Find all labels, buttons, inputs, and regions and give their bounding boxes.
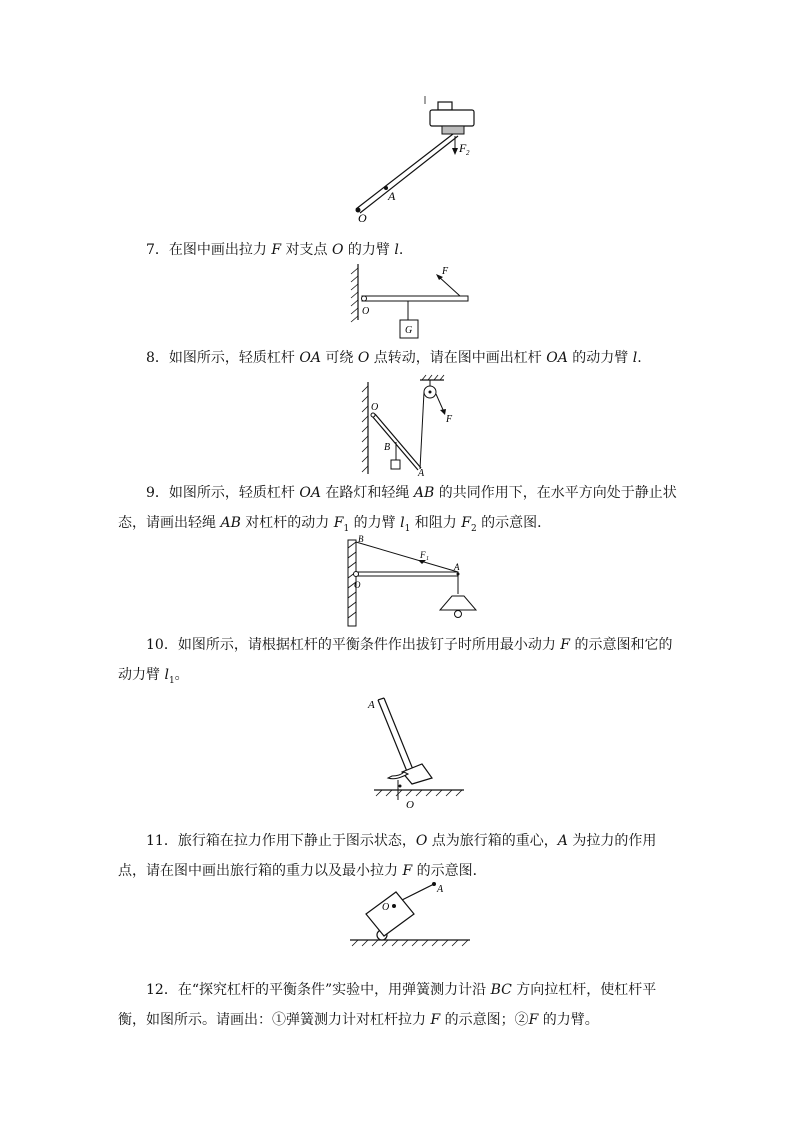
label-A: A (437, 884, 444, 895)
label-O: O (354, 580, 361, 590)
label-O: O (371, 402, 379, 413)
figure-lever-8 (360, 374, 470, 478)
label-B: B (384, 442, 391, 453)
label-F2-sub: 2 (466, 149, 470, 157)
label-O: O (382, 902, 390, 913)
label-F: F (446, 414, 453, 425)
label-A: A (388, 189, 396, 203)
label-F2: F (459, 141, 467, 155)
question-7: 7．在图中画出拉力 F 对支点 O 的力臂 l. (146, 242, 404, 258)
label-A: A (368, 699, 375, 711)
label-F: F (442, 266, 449, 277)
question-9: 9．如图所示，轻质杠杆 OA 在路灯和轻绳 AB 的共同作用下，在水平方向处于静止状态，请画出轻绳 AB 对杠杆的动力 $F_1$ 的力臂 $l_1$ 和阻力 $F_2$ 的示意图． (118, 485, 677, 534)
label-O: O (362, 306, 370, 317)
figure-lever-top (340, 96, 500, 226)
label-G: G (405, 325, 413, 336)
question-8: 8．如图所示，轻质杠杆 OA 可绕 O 点转动，请在图中画出杠杆 OA 的动力臂 l. (146, 350, 642, 366)
question-12: 12．在“探究杠杆的平衡条件”实验中，用弹簧测力计沿 BC 方向拉杠杆，使杠杆平衡，如图所示。请画出：①弹簧测力计对杠杆拉力 F 的示意图；②F 的力臂。 (118, 982, 657, 1028)
question-10: 10．如图所示，请根据杠杆的平衡条件作出拔钉子时所用最小动力 F 的示意图和它的动力臂 $l_1$。 (118, 637, 673, 686)
label-A: A (454, 562, 460, 572)
figure-lever-7 (346, 264, 476, 344)
label-F1-sub: 1 (426, 556, 429, 562)
label-B: B (358, 534, 364, 544)
label-F1: F (420, 550, 426, 560)
label-O: O (406, 799, 414, 811)
label-O: O (358, 211, 367, 225)
figure-suitcase-11 (348, 880, 472, 950)
figure-lever-9 (340, 534, 480, 628)
question-11: 11．旅行箱在拉力作用下静止于图示状态，O 点为旅行箱的重心，A 为拉力的作用点，请在图中画出旅行箱的重力以及最小拉力 F 的示意图． (118, 833, 657, 879)
figure-hammer-10 (360, 692, 470, 812)
label-A: A (418, 468, 425, 478)
